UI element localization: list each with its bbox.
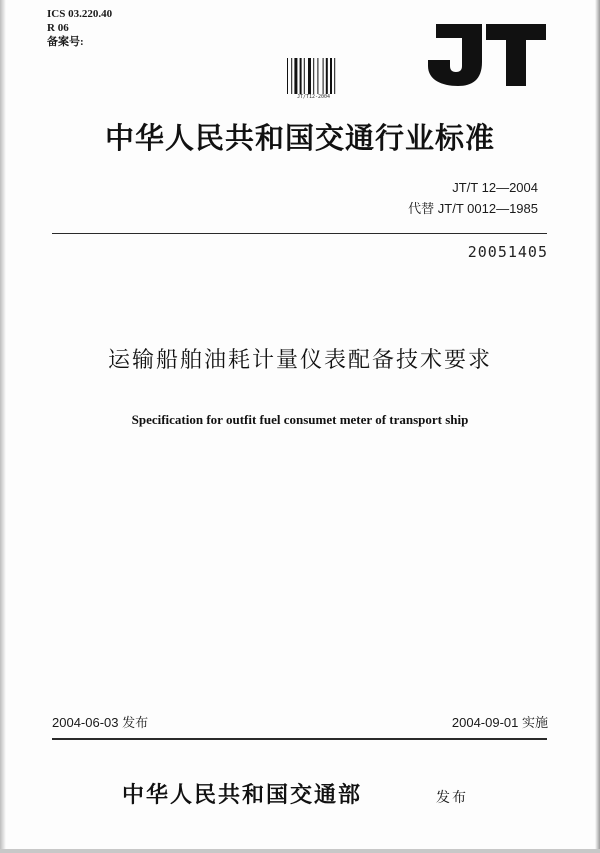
publish-label: 发布 — [436, 790, 468, 806]
category-code: R 06 — [47, 22, 69, 34]
barcode-bar — [323, 58, 324, 94]
barcode-bar — [287, 58, 288, 94]
top-divider — [52, 233, 547, 234]
barcode-bar — [313, 58, 314, 94]
archive-stamp-number: 20051405 — [467, 243, 548, 261]
jt-logo — [424, 22, 548, 88]
standard-number: JT/T 12—2004 — [452, 180, 538, 195]
barcode-bar — [308, 58, 311, 94]
ics-code: ICS 03.220.40 — [47, 8, 113, 20]
barcode-bar — [291, 58, 292, 94]
barcode-bar — [317, 58, 318, 94]
issue-date: 2004-06-03 发布 — [52, 715, 149, 730]
document-title-english: Specification for outfit fuel consumet meter of transport ship — [131, 412, 469, 427]
implementation-date: 2004-09-01 实施 — [451, 715, 548, 730]
barcode-bar — [304, 58, 305, 94]
barcode-bar — [334, 58, 335, 94]
barcode-bar — [300, 58, 302, 94]
bottom-divider — [52, 738, 547, 740]
barcode-bar — [330, 58, 332, 94]
industry-standard-title: 中华人民共和国交通行业标准 — [104, 121, 495, 155]
document-title-chinese: 运输船舶油耗计量仪表配备技术要求 — [107, 348, 492, 373]
replaced-standard: 代替 JT/T 0012—1985 — [408, 201, 538, 216]
issuing-ministry: 中华人民共和国交通部 — [122, 782, 363, 808]
barcode-bar — [326, 58, 328, 94]
jt-logo-letter-j — [428, 24, 482, 86]
barcode-bars — [286, 58, 341, 94]
barcode-bar — [294, 58, 297, 94]
scan-edge-bottom — [0, 849, 600, 853]
record-number-label: 备案号: — [47, 36, 84, 48]
barcode — [286, 58, 341, 100]
barcode-caption: JT/T12-2004 — [296, 94, 331, 100]
jt-logo-letter-t — [486, 24, 546, 86]
